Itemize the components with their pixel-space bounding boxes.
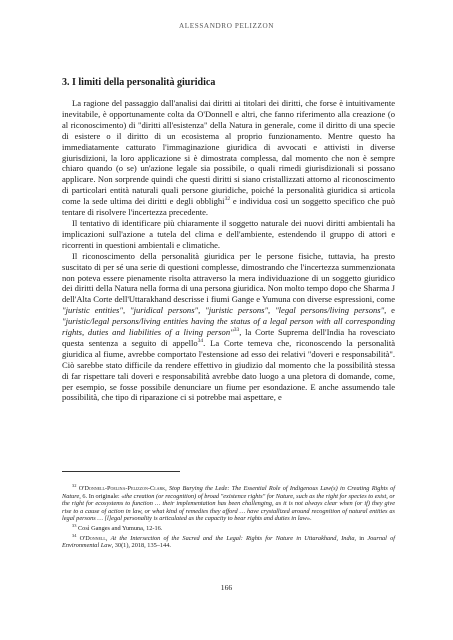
paragraph-3: Il riconoscimento della personalità giuridica per le persone fisiche, tuttavia, ha presto suscitato di per sé una serie di questioni complesse, dimostrando che l'incertezza summenzionata non poteva essere pienamente risolta attraverso la mera individuazione di un soggetto giuridico dei diritti della Natura nella forma di una persona giuridica. Non molto tempo dopo che Sharma J dell'Alta Corte dell'Uttarakhand descrisse i fiumi Gange e Yumuna con diverse espressioni, come "juristic entities", "juridical persons", "juristic persons", "legal persons/living persons", e "juristic/legal persons/living entities having the status of a legal person with all corresponding rights, duties and liabilities of a living person"$^{33}$, la Corte Suprema dell'India ha rovesciato questa sentenza a seguito di appello$^{34}$. La Corte temeva che, riconoscendo la personalità giuridica al fiume, avrebbe comportato l'estensione ad esso dei relativi "doveri e responsabilità". Ciò sarebbe stato difficile da rendere effettivo in giudizio dal momento che la possibilità stessa di far rispettare tali doveri e responsabilità avrebbe dato luogo a una pletora di domande, come, per esempio, se fosse possibile denunciare un fiume per esondazione. E anche assumendo tale possibilità, che tipo di riparazione ci si potrebbe mai aspettare, e — [62, 250, 395, 403]
footnotes — [62, 482, 395, 552]
footnote-journal: Journal of Environmental Law — [62, 534, 395, 550]
page-number: 166 — [220, 583, 233, 592]
footnote-text: , 6. In originale: « — [79, 492, 125, 500]
section-title: 3. I limiti della personalità giuridica — [62, 77, 216, 88]
paragraph-1 — [62, 98, 395, 218]
footnote-number: 33 — [72, 522, 77, 528]
footnote-33 — [62, 522, 395, 533]
paragraph-1-end: e individua così un soggetto specifico che può tentare di risolvere l'incertezza precedente. — [62, 196, 395, 218]
footnote-close: ». — [306, 515, 312, 523]
footnote-32: $^{32}$ O'Donnell-Poelina-Pelizzon-Clark, Stop Burying the Lede: The Essential Role of Indigenous Law(s) in Creating Rights of Nature, 6. In originale: «the creation (or recognition) of broad "existence rights" for Nature, such as the right for species to exist, or the right for ecosystems to function … their implementation has been challenging, as it is not always clear when (or if) they give rise to a cause of action in law, or what kind of remedies they afford … have crystallized around recognition of natural entities as legal persons … [l]egal personality is articulated as the capacity to bear rights and duties in law». — [62, 482, 395, 523]
paragraph-2: Il tentativo di identificare più chiaramente il soggetto naturale dei nuovi diritti ambientali ha implicazioni sull'azione a tutela del clima e dell'ambiente, estendendo il gruppo di attori e ricorrenti in questioni ambientali e climatiche. — [62, 217, 395, 250]
main-body — [62, 98, 395, 403]
footnote-author: O'Donnell — [79, 534, 106, 542]
quote-juristic-entities: "juristic entities" — [62, 305, 123, 316]
footnote-author: O'Donnell-Poelina-Pelizzon-Clark — [78, 485, 166, 492]
quote-legal-living-persons: "legal persons/living persons" — [275, 305, 385, 316]
footnote-number: 34 — [72, 532, 77, 538]
footnote-text: , 30(1), 2018, 135–144. — [111, 542, 171, 550]
footnote-ref-34[interactable]: 34 — [197, 338, 204, 345]
paragraph-3-part-c: . La Corte temeva che, riconoscendo la personalità giuridica al fiume, avrebbe comportato l'estensione ad esso dei relativi "doveri e responsabilità". Ciò sarebbe stato difficile da rendere effettivo in giudizio dal momento che la possibilità stessa di far rispettare tali doveri e responsabilità avrebbe dato luogo a una pletora di domande, come, per esempio, se fosse possibile denunciare un fiume per esondazione. E anche assumendo tale possibilità, che tipo di riparazione ci si potrebbe mai aspettare, e — [62, 337, 395, 403]
footnote-ref-32[interactable]: 32 — [224, 196, 231, 203]
running-head: ALESSANDRO PELIZZON — [178, 22, 275, 30]
footnote-quote: the creation (or recognition) of broad "existence rights" for Nature, such as the right for species to exist, or the right for ecosystems to function … their implementation has been challenging, as it is not always clear when (or if) they give rise to a cause of action in law, or what kind of remedies they afford … have crystallized around recognition of natural entities as legal persons … [l]egal personality is articulated as the capacity to bear rights and duties in law — [62, 492, 395, 523]
quote-juridical-persons: "juridical persons" — [130, 305, 199, 316]
paragraph-3-part-a: Il riconoscimento della personalità giuridica per le persone fisiche, tuttavia, ha presto suscitato di per sé una serie di questioni complesse, dimostrando che l'incertezza summenzionata non poteva essere pienamente risolta attraverso la mera individuazione di un soggetto giuridico dei diritti della Natura nella forma di una persona giuridica. Non molto tempo dopo che Sharma J dell'Alta Corte dell'Uttarakhand descrisse i fiumi Gange e Yumuna con diverse espressioni, come — [62, 250, 395, 305]
paragraph-1-text: La ragione del passaggio dall'analisi dai diritti ai titolari dei diritti, che forse è intuitivamente inevitabile, è opportunamente colta da O'Donnell e altri, che fanno riferimento alla creazione (o al riconoscimento) di "diritti all'esistenza" della Natura in generale, come il diritto di una specie di esistere o il diritto di un ecosistema al proprio funzionamento. Mentre questo ha immediatamente catturato l'immaginazione giuridica di avvocati e attivisti in diverse giurisdizioni, la loro applicazione si è dimostrata complessa, dal momento che non è sempre chiaro quando (o se) un'azione legale sia possibile, o quali rimedi giurisdizionali si possano applicare. Non sorprende quindi che questi diritti si siano cristallizzati attorno al riconoscimento di particolari entità naturali quali persone giuridiche, poiché la personalità giuridica si articola come la sede ultima dei diritti e degli obblighi — [62, 98, 395, 207]
quote-long-definition: "juristic/legal persons/living entities having the status of a legal person with all corresponding rights, duties and liabilities of a living person" — [62, 316, 395, 338]
footnote-ref-33[interactable]: 33 — [233, 327, 240, 334]
footnote-title: At the Intersection of the Sacred and the Legal: Rights for Nature in Uttarakhand, India — [110, 534, 355, 542]
paragraph-3-part-b: , la Corte Suprema dell'India ha rovesciato questa sentenza a seguito di appello — [62, 327, 395, 348]
footnote-title: Stop Burying the Lede: The Essential Role of Indigenous Law(s) in Creating Rights of Nature — [62, 485, 395, 500]
footnote-34: $^{34}$ O'Donnell, At the Intersection of the Sacred and the Legal: Rights for Nature in Uttarakhand, India, in Journal of Environmental Law, 30(1), 2018, 135–144. — [62, 532, 395, 550]
footnote-in: , in — [354, 534, 368, 542]
footnote-divider — [62, 471, 180, 472]
quote-juristic-persons: "juristic persons" — [205, 305, 269, 316]
footnote-number: 32 — [72, 482, 77, 488]
footnote-text: Così Ganges and Yumuna, 12-16. — [77, 524, 163, 532]
